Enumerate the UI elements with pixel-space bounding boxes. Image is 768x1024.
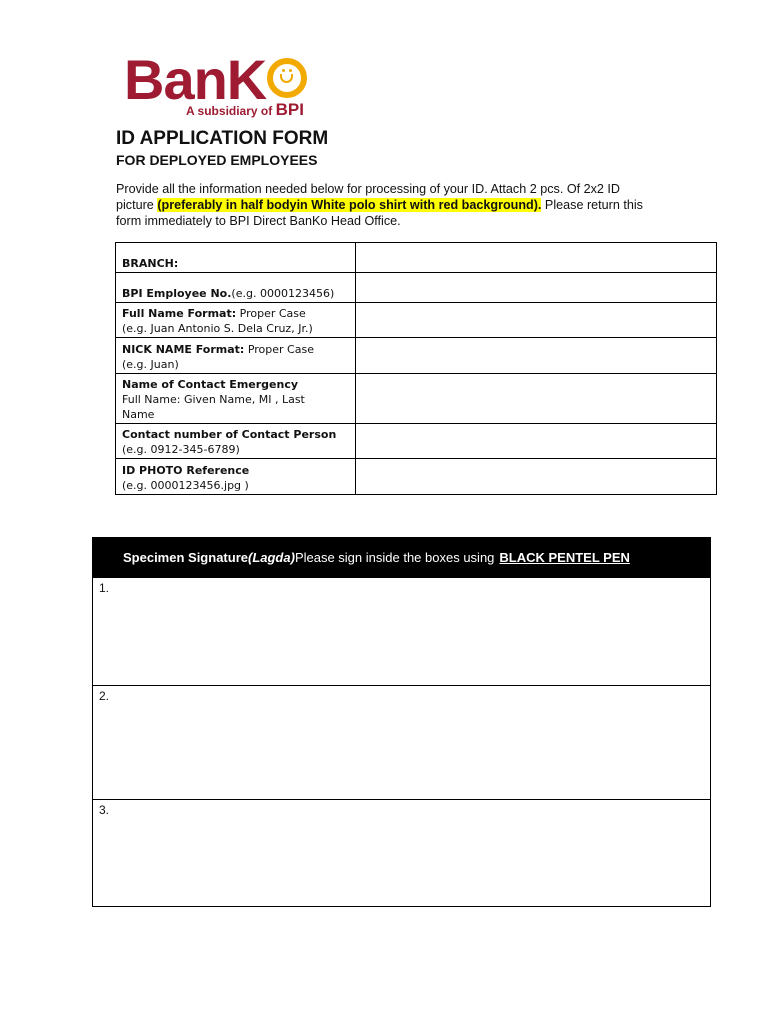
banko-logo: [124, 48, 314, 122]
signature-box-number: 2.: [99, 689, 110, 703]
instructions-part1: Provide all the information needed below for processing of your ID. Attach 2 pcs. Of 2x2 ID picture: [116, 182, 621, 212]
photo-reference-field[interactable]: [356, 459, 717, 495]
branch-field[interactable]: [356, 243, 717, 273]
smiley-o-icon: [267, 58, 307, 98]
table-row-contact-number: [116, 424, 717, 459]
logo-ban-text: Ban: [124, 48, 227, 111]
table-row-branch: [116, 243, 717, 273]
full-name-label: Full Name Format: Proper Case (e.g. Juan Antonio S. Dela Cruz, Jr.): [116, 303, 356, 338]
signature-label-rest: Please sign inside the boxes using: [294, 550, 495, 565]
branch-label: BRANCH:: [116, 243, 356, 273]
table-row-nickname: [116, 338, 717, 374]
logo-tagline-prefix: A subsidiary of: [186, 104, 276, 118]
form-subtitle: FOR DEPLOYED EMPLOYEES: [116, 152, 318, 168]
employee-info-table: [115, 242, 717, 495]
instructions-highlight: (preferably in half bodyin White polo shirt with red background).: [157, 198, 542, 212]
photo-reference-label: ID PHOTO Reference (e.g. 0000123456.jpg ): [116, 459, 356, 495]
signature-pen-instruction: BLACK PENTEL PEN: [499, 550, 630, 565]
emergency-contact-field[interactable]: [356, 374, 717, 424]
instructions-part2: Please return this form immediately to BPI Direct BanKo Head Office.: [116, 198, 643, 228]
contact-number-label: Contact number of Contact Person (e.g. 0912-345-6789): [116, 424, 356, 459]
signature-label-bold: Specimen Signature: [123, 550, 248, 565]
signature-box-1[interactable]: [93, 577, 710, 685]
form-title: ID APPLICATION FORM: [116, 128, 329, 149]
signature-box-2[interactable]: [93, 685, 710, 799]
instructions-paragraph: [116, 181, 656, 229]
signature-label-italic: (Lagda): [247, 550, 295, 565]
table-row-photo-reference: [116, 459, 717, 495]
table-row-full-name: [116, 303, 717, 338]
table-row-employee-no: [116, 273, 717, 303]
signature-section: [92, 537, 711, 907]
logo-k-text: K: [226, 48, 267, 111]
signature-header: [93, 538, 710, 577]
nickname-field[interactable]: [356, 338, 717, 374]
table-row-emergency-contact: [116, 374, 717, 424]
emergency-contact-label: Name of Contact Emergency Full Name: Given Name, MI , Last Name: [116, 374, 356, 424]
employee-no-label: BPI Employee No.(e.g. 0000123456): [116, 273, 356, 303]
signature-box-number: 1.: [99, 581, 110, 595]
signature-box-number: 3.: [99, 803, 110, 817]
logo-tagline: [186, 100, 304, 120]
nickname-label: NICK NAME Format: Proper Case (e.g. Juan): [116, 338, 356, 374]
employee-no-field[interactable]: [356, 273, 717, 303]
signature-box-3[interactable]: [93, 799, 710, 906]
contact-number-field[interactable]: [356, 424, 717, 459]
full-name-field[interactable]: [356, 303, 717, 338]
logo-tagline-brand: BPI: [275, 100, 304, 119]
